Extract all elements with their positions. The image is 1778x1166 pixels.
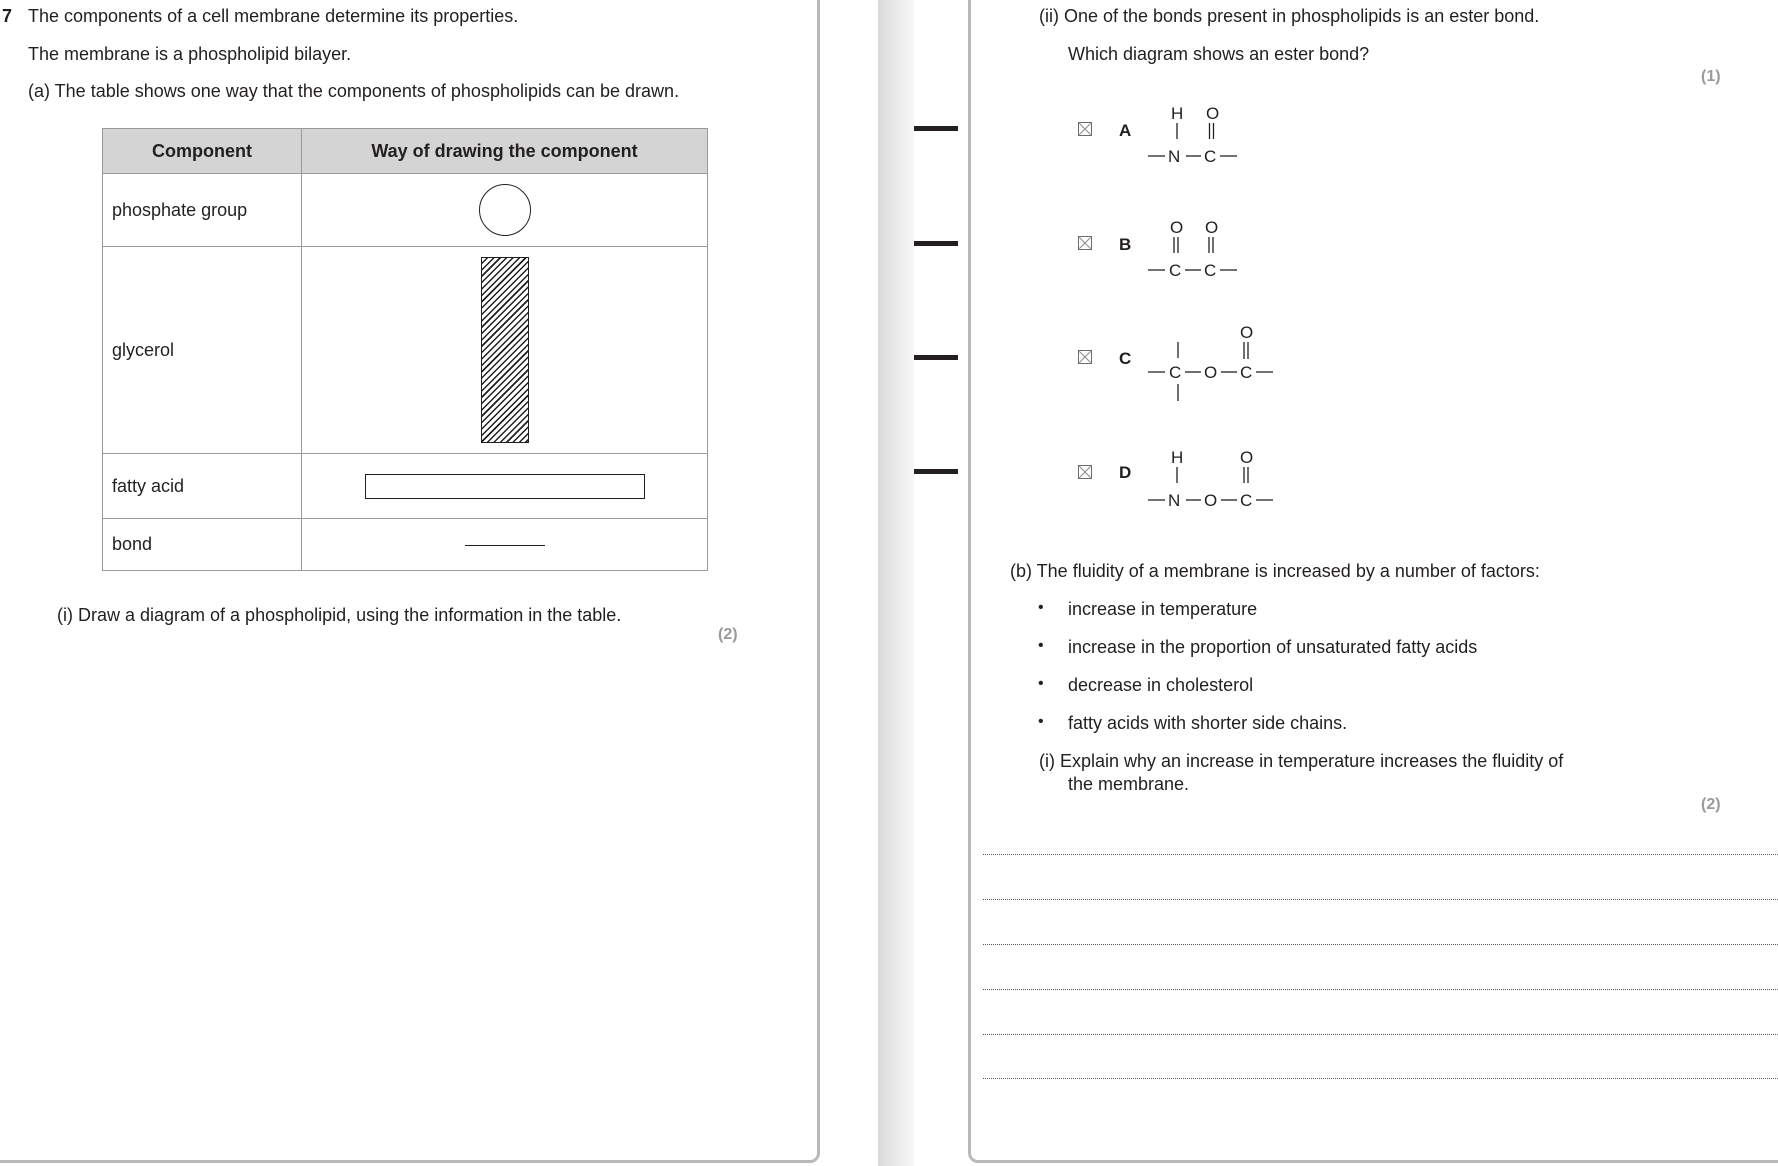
- svg-text:O: O: [1206, 104, 1220, 123]
- table-cell-drawing: [302, 519, 708, 571]
- option-b-letter: B: [1119, 235, 1132, 254]
- phosphate-circle-symbol: [479, 184, 531, 236]
- table-header-component: Component: [103, 129, 302, 174]
- part-a-prompt: (a) The table shows one way that the components of phospholipids can be drawn.: [28, 81, 680, 101]
- table-cell-drawing: [302, 174, 708, 247]
- table-cell-drawing: [302, 454, 708, 519]
- option-d-letter: D: [1119, 463, 1132, 482]
- part-a-i-prompt: (i) Draw a diagram of a phospholipid, using the information in the table.: [57, 605, 622, 625]
- option-a-structure: [1145, 104, 1245, 174]
- option-a-letter: A: [1119, 121, 1132, 140]
- bullet: •: [1038, 599, 1044, 616]
- svg-text:C: C: [1240, 491, 1253, 510]
- bond-line-symbol: [465, 545, 545, 546]
- factor-item: decrease in cholesterol: [1068, 675, 1254, 695]
- marks-a-ii: (1): [1701, 68, 1721, 85]
- svg-text:H: H: [1171, 448, 1184, 467]
- svg-text:O: O: [1240, 323, 1254, 342]
- option-b-checkbox[interactable]: [1078, 236, 1092, 250]
- option-b-structure: [1145, 218, 1245, 288]
- marks-b-i: (2): [1701, 796, 1721, 813]
- svg-text:O: O: [1204, 363, 1218, 382]
- bullet: •: [1038, 675, 1044, 692]
- part-b-prompt: (b) The fluidity of a membrane is increased by a number of factors:: [1010, 561, 1540, 581]
- svg-text:O: O: [1205, 218, 1219, 237]
- svg-text:C: C: [1169, 261, 1182, 280]
- table-cell-component: phosphate group: [103, 174, 302, 247]
- table-cell-component: bond: [103, 519, 302, 571]
- table-row: [103, 454, 708, 519]
- svg-text:N: N: [1168, 491, 1181, 510]
- margin-mark: [914, 241, 958, 246]
- table-header-drawing: Way of drawing the component: [302, 129, 708, 174]
- table-cell-component: fatty acid: [103, 454, 302, 519]
- drawing-answer-area[interactable]: [20, 660, 780, 1140]
- svg-text:C: C: [1240, 363, 1253, 382]
- option-a-checkbox[interactable]: [1078, 122, 1092, 136]
- intro-line-2: The membrane is a phospholipid bilayer.: [28, 44, 352, 64]
- svg-text:O: O: [1240, 448, 1254, 467]
- part-b-i-prompt-line-1: (i) Explain why an increase in temperature increases the fluidity of: [1039, 751, 1564, 771]
- svg-text:C: C: [1204, 147, 1217, 166]
- option-c-checkbox[interactable]: [1078, 350, 1092, 364]
- svg-text:C: C: [1169, 363, 1182, 382]
- part-a-ii-prompt: (ii) One of the bonds present in phospholipids is an ester bond.: [1039, 6, 1540, 26]
- answer-line[interactable]: [983, 989, 1778, 990]
- bullet: •: [1038, 713, 1044, 730]
- table-row: [103, 519, 708, 571]
- svg-text:O: O: [1204, 491, 1218, 510]
- ester-question: Which diagram shows an ester bond?: [1068, 44, 1370, 64]
- answer-line[interactable]: [983, 899, 1778, 900]
- table-cell-component: glycerol: [103, 247, 302, 454]
- table-row: [103, 174, 708, 247]
- intro-line-1: The components of a cell membrane determine its properties.: [28, 6, 519, 26]
- svg-text:O: O: [1170, 218, 1184, 237]
- bullet: •: [1038, 637, 1044, 654]
- option-d-checkbox[interactable]: [1078, 465, 1092, 479]
- answer-line[interactable]: [983, 1034, 1778, 1035]
- factor-item: increase in temperature: [1068, 599, 1258, 619]
- part-b-i-prompt-line-2: the membrane.: [1068, 774, 1190, 794]
- margin-mark: [914, 126, 958, 131]
- answer-line[interactable]: [983, 854, 1778, 855]
- factor-item: fatty acids with shorter side chains.: [1068, 713, 1348, 733]
- table-header-row: [103, 129, 708, 174]
- answer-line[interactable]: [983, 944, 1778, 945]
- question-number: 7: [2, 6, 13, 26]
- table-row: [103, 247, 708, 454]
- margin-mark: [914, 469, 958, 474]
- option-c-structure: [1145, 322, 1285, 402]
- table-cell-drawing: [302, 247, 708, 454]
- svg-text:C: C: [1204, 261, 1217, 280]
- option-d-structure: [1145, 448, 1285, 518]
- answer-line[interactable]: [983, 1078, 1778, 1079]
- factor-item: increase in the proportion of unsaturated fatty acids: [1068, 637, 1478, 657]
- glycerol-rectangle-symbol: [481, 257, 529, 443]
- components-table: [102, 128, 708, 571]
- marks-a-i: (2): [718, 626, 738, 643]
- option-c-letter: C: [1119, 349, 1132, 368]
- margin-mark: [914, 355, 958, 360]
- fatty-acid-rectangle-symbol: [365, 474, 645, 499]
- svg-text:N: N: [1168, 147, 1181, 166]
- svg-text:H: H: [1171, 104, 1184, 123]
- page-gutter: [878, 0, 914, 1166]
